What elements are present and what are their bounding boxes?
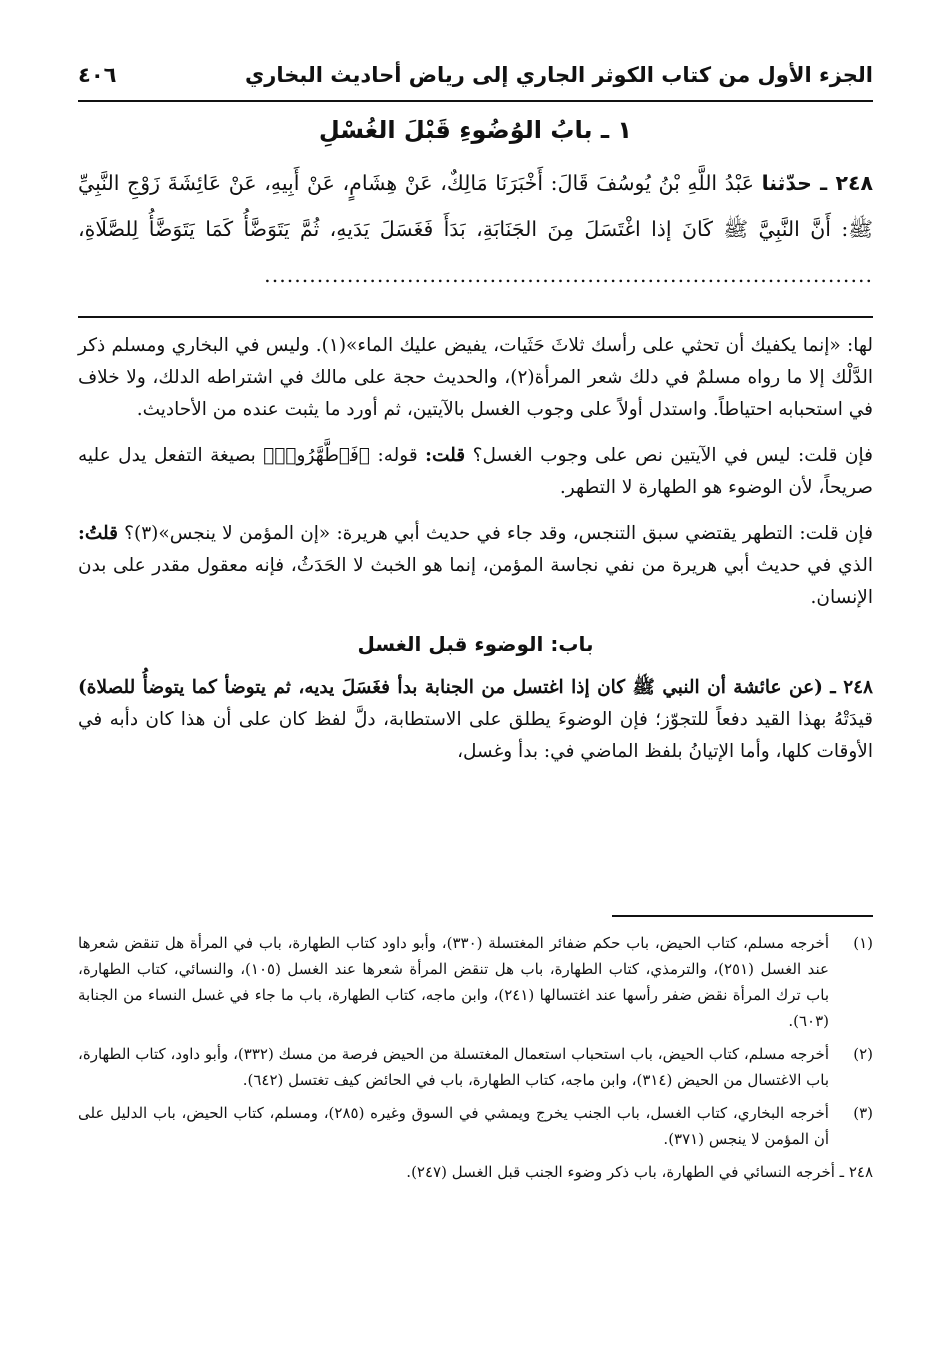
p2-answer: قوله: ﴿فَٱطَّهَّرُوا۟﴾ بصيغة التفعل يدل عليه صريحاً، لأن الوضوء هو الطهارة لا التطهر. (78, 445, 873, 498)
running-title: الجزء الأول من كتاب الكوثر الجاري إلى رياض أحاديث البخاري (244, 63, 873, 87)
footnote-mark: (١) (853, 934, 873, 952)
hadith-dots: ................................................................................. (264, 263, 873, 287)
header-divider (78, 100, 873, 102)
commentary (78, 330, 873, 782)
footnote-divider (612, 915, 873, 917)
commentary-paragraph-1: لها: «إنما يكفيك أن تحثي على رأسك ثلاثَ حَثَيات، يفيض عليك الماء»(١). وليس في البخاري ومسلم ذكر الدَّلْك إلا ما رواه مسلمٌ في دلك شعر المرأة(٢)، والحديث حجة على مالك في اشتراطه الدلك، ولا خلاف في استحبابه احتياطاً. واستدل أولاً على وجوب الغسل بالآيتين، ثم أورد ما يثبت عنده من الأحاديث. (78, 335, 874, 420)
commentary-paragraph-3 (78, 518, 873, 614)
p3-answer: الذي في حديث أبي هريرة من نفي نجاسة المؤمن، إنما هو الخبث لا الحَدَثُ، فإنه معقول مقدر على بدن الإنسان. (78, 555, 873, 608)
hadith-divider (78, 316, 873, 318)
page-number: ٤٠٦ (78, 63, 117, 87)
p4-explanation: قيدَتْهُ بهذا القيد دفعاً للتجوّز؛ فإن الوضوءَ يطلق على الاستطابة، دلَّ لفظ كان على أن هذا كان دأبه في الأوقات كلها، وأما الإتيانُ بلفظ الماضي في: بدأ وغسل، (78, 709, 873, 762)
footnote-mark: (٣) (853, 1104, 873, 1122)
footnote-mark: (٢) (853, 1045, 873, 1063)
chapter-title: ١ ـ بابُ الوُضُوءِ قَبْلَ الغُسْلِ (318, 116, 633, 144)
hadith-number-lead: ٢٤٨ ـ حدّثنا (761, 171, 873, 195)
footnote-text: أخرجه البخاري، كتاب الغسل، باب الجنب يخرج ويمشي في السوق وغيره (٢٨٥)، ومسلم، كتاب الحيض، باب الدليل على أن المؤمن لا ينجس (٣٧١). (78, 1104, 829, 1148)
p2-question: فإن قلت: ليس في الآيتين نص على وجوب الغسل؟ (465, 445, 873, 466)
hadith-text (78, 160, 873, 298)
p2-answer-label: قلت: (425, 445, 466, 466)
footnote-item (78, 1100, 873, 1152)
footnote-item (78, 930, 873, 1034)
page-header (78, 52, 873, 98)
footnote-text: أخرجه مسلم، كتاب الحيض، باب حكم ضفائر المغتسلة (٣٣٠)، وأبو داود كتاب الطهارة، باب في المرأة هل تنقض شعرها عند الغسل (٢٥١)، والترمذي، كتاب الطهارة، باب هل تنقض المرأة شعرها عند الغسل (١٠٥)، والنسائي، كتاب الطهارة، باب ترك المرأة نقض ضفر رأسها عند اغتسالها (٢٤١)، وابن ماجه، كتاب الطهارة، باب ما جاء في غسل النساء من الجنابة (٦٠٣). (78, 934, 830, 1030)
footnote-text: أخرجه مسلم، كتاب الحيض، باب استحباب استعمال المغتسلة من الحيض فرصة من مسك (٣٣٢)، وأبو داود، كتاب الطهارة، باب الاغتسال من الحيض (٣١٤)، وابن ماجه، كتاب الطهارة، باب في الحائض كيف تغتسل (٦٤٢). (78, 1045, 829, 1089)
section-title: باب: الوضوء قبل الغسل (357, 632, 594, 656)
p3-question: فإن قلت: التطهر يقتضي سبق التنجس، وقد جاء في حديث أبي هريرة: «إن المؤمن لا ينجس»(٣)؟ (117, 523, 873, 544)
footnotes (78, 930, 873, 1185)
footnote-item (78, 1041, 873, 1093)
p4-hadith-quote: ٢٤٨ ـ (عن عائشة أن النبي ﷺ كان إذا اغتسل من الجنابة بدأ فغَسَلَ يديه، ثم يتوضأ كما يتوضأُ للصلاة) (78, 677, 873, 698)
hadith-body: عَبْدُ اللَّهِ بْنُ يُوسُفَ قَالَ: أَخْبَرَنَا مَالِكٌ، عَنْ هِشَامٍ، عَنْ أَبِيهِ، عَنْ عَائِشَةَ زَوْجِ النَّبِيِّ ﷺ: أَنَّ النَّبِيَّ ﷺ كَانَ إذا اغْتَسَلَ مِنَ الجَنَابَةِ، بَدَأَ فَغَسَلَ يَدَيهِ، ثُمَّ يَتَوَضَّأُ كَمَا يَتَوَضَّأُ لِلصَّلَاةِ، (78, 171, 873, 241)
footnote-hadith-source: ٢٤٨ ـ أخرجه النسائي في الطهارة، باب ذكر وضوء الجنب قبل الغسل (٢٤٧). (406, 1163, 873, 1181)
p3-answer-label: قلتُ: (78, 523, 118, 544)
commentary-paragraph-4 (78, 672, 873, 768)
commentary-paragraph-2 (78, 440, 873, 504)
